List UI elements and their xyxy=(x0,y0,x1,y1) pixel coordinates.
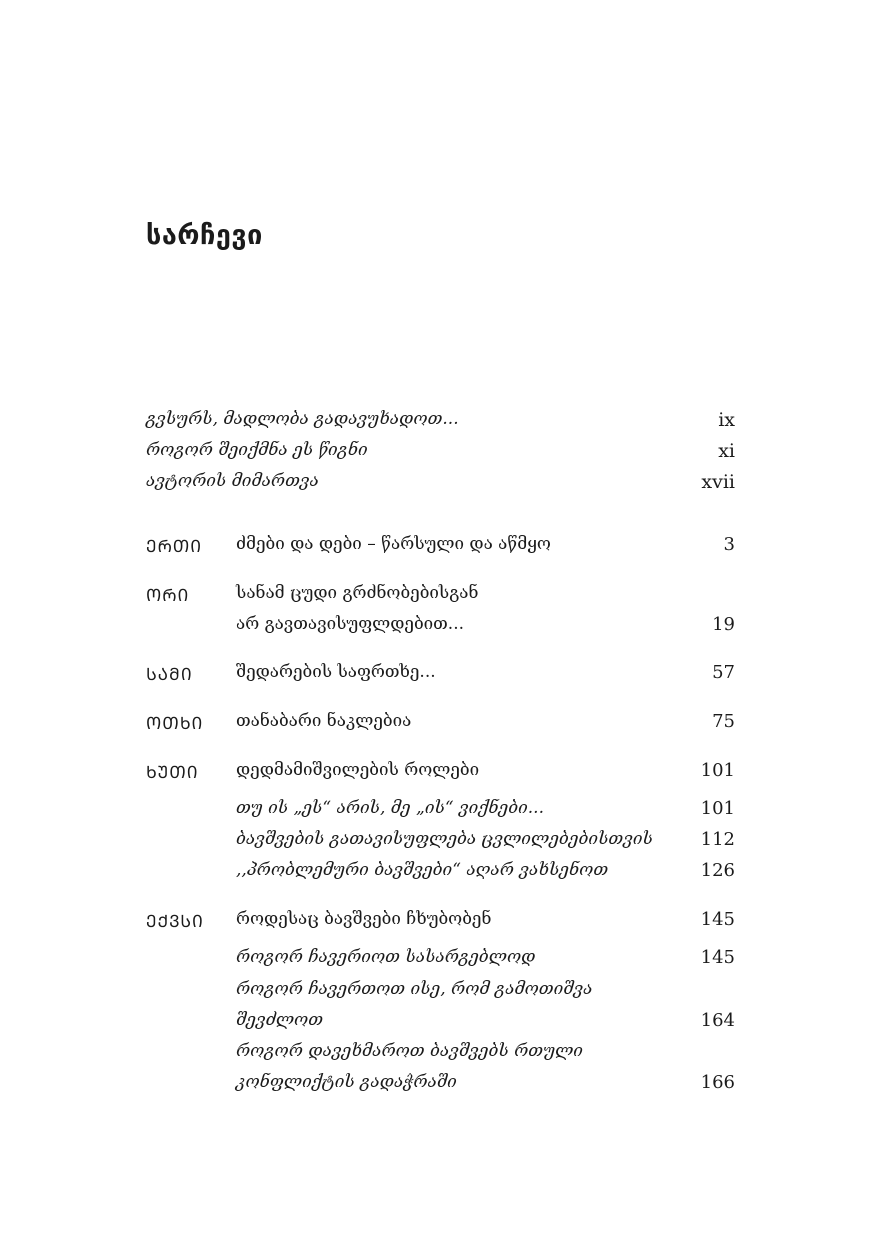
section-row[interactable] xyxy=(0,798,886,828)
front-matter-row[interactable] xyxy=(0,471,886,501)
section-row-continued[interactable] xyxy=(0,1072,886,1102)
section-title: შევძლოთ xyxy=(236,1010,324,1030)
section-title: როგორ ჩავერიოთ სასარგებლოდ xyxy=(236,947,536,967)
page-number: 101 xyxy=(700,760,735,781)
page-number: ix xyxy=(718,409,735,431)
page-number: 75 xyxy=(712,711,735,732)
chapter-title: შედარების საფრთხე... xyxy=(236,662,436,682)
chapter-title: არ გავთავისუფლდებით... xyxy=(236,614,465,634)
page-number: 3 xyxy=(723,534,735,555)
chapter-row[interactable] xyxy=(0,909,886,939)
chapter-label: ᲝᲗᲮᲘ xyxy=(146,714,204,734)
section-title: როგორ ჩავერთოთ ისე, რომ გამოთიშვა xyxy=(236,979,593,999)
chapter-title: ძმები და დები – წარსული და აწმყო xyxy=(236,534,551,554)
section-row[interactable] xyxy=(0,979,886,1009)
chapter-row[interactable] xyxy=(0,711,886,741)
page-number: 101 xyxy=(700,798,735,819)
section-row[interactable] xyxy=(0,1041,886,1071)
chapter-label: ᲮᲣᲗᲘ xyxy=(146,763,199,783)
section-title: კონფლიქტის გადაჭრაში xyxy=(236,1072,457,1092)
chapter-title: დედმამიშვილების როლები xyxy=(236,760,480,780)
front-matter-title: გვსურს, მადლობა გადავუხადოთ... xyxy=(146,409,459,429)
chapter-title: როდესაც ბავშვები ჩხუბობენ xyxy=(236,909,492,929)
page-number: 145 xyxy=(700,909,735,930)
section-title: როგორ დავეხმაროთ ბავშვებს რთული xyxy=(236,1041,583,1061)
section-row[interactable] xyxy=(0,860,886,890)
page-title: სარჩევი xyxy=(146,220,263,251)
section-title: ,,პრობლემური ბავშვები“ აღარ ვახსენოთ xyxy=(236,860,609,880)
chapter-title: სანამ ცუდი გრძნობებისგან xyxy=(236,583,479,603)
page-number: 166 xyxy=(700,1072,735,1093)
page-number: 145 xyxy=(700,947,735,968)
chapter-label: ᲝᲠᲘ xyxy=(146,586,190,606)
front-matter-title: ავტორის მიმართვა xyxy=(146,471,319,491)
page-number: xi xyxy=(718,440,735,462)
page-number: xvii xyxy=(701,471,735,493)
page-number: 126 xyxy=(700,860,735,881)
section-row[interactable] xyxy=(0,829,886,859)
page-number: 112 xyxy=(700,829,735,850)
chapter-row[interactable] xyxy=(0,583,886,613)
section-row[interactable] xyxy=(0,947,886,977)
front-matter-row[interactable] xyxy=(0,440,886,470)
section-title: თუ ის „ეს“ არის, მე „ის“ ვიქნები... xyxy=(236,798,544,818)
chapter-label: ᲡᲐᲛᲘ xyxy=(146,665,193,685)
page-number: 57 xyxy=(712,662,735,683)
chapter-title: თანაბარი ნაკლებია xyxy=(236,711,412,731)
section-row-continued[interactable] xyxy=(0,1010,886,1040)
chapter-label: ᲔᲠᲗᲘ xyxy=(146,537,203,557)
section-title: ბავშვების გათავისუფლება ცვლილებებისთვის xyxy=(236,829,653,849)
front-matter-title: როგორ შეიქმნა ეს წიგნი xyxy=(146,440,368,460)
chapter-row-continued[interactable] xyxy=(0,614,886,644)
chapter-row[interactable] xyxy=(0,534,886,564)
front-matter-row[interactable] xyxy=(0,409,886,439)
page-number: 19 xyxy=(712,614,735,635)
chapter-row[interactable] xyxy=(0,662,886,692)
chapter-row[interactable] xyxy=(0,760,886,790)
page-number: 164 xyxy=(700,1010,735,1031)
chapter-label: ᲔᲥᲕᲡᲘ xyxy=(146,912,204,932)
